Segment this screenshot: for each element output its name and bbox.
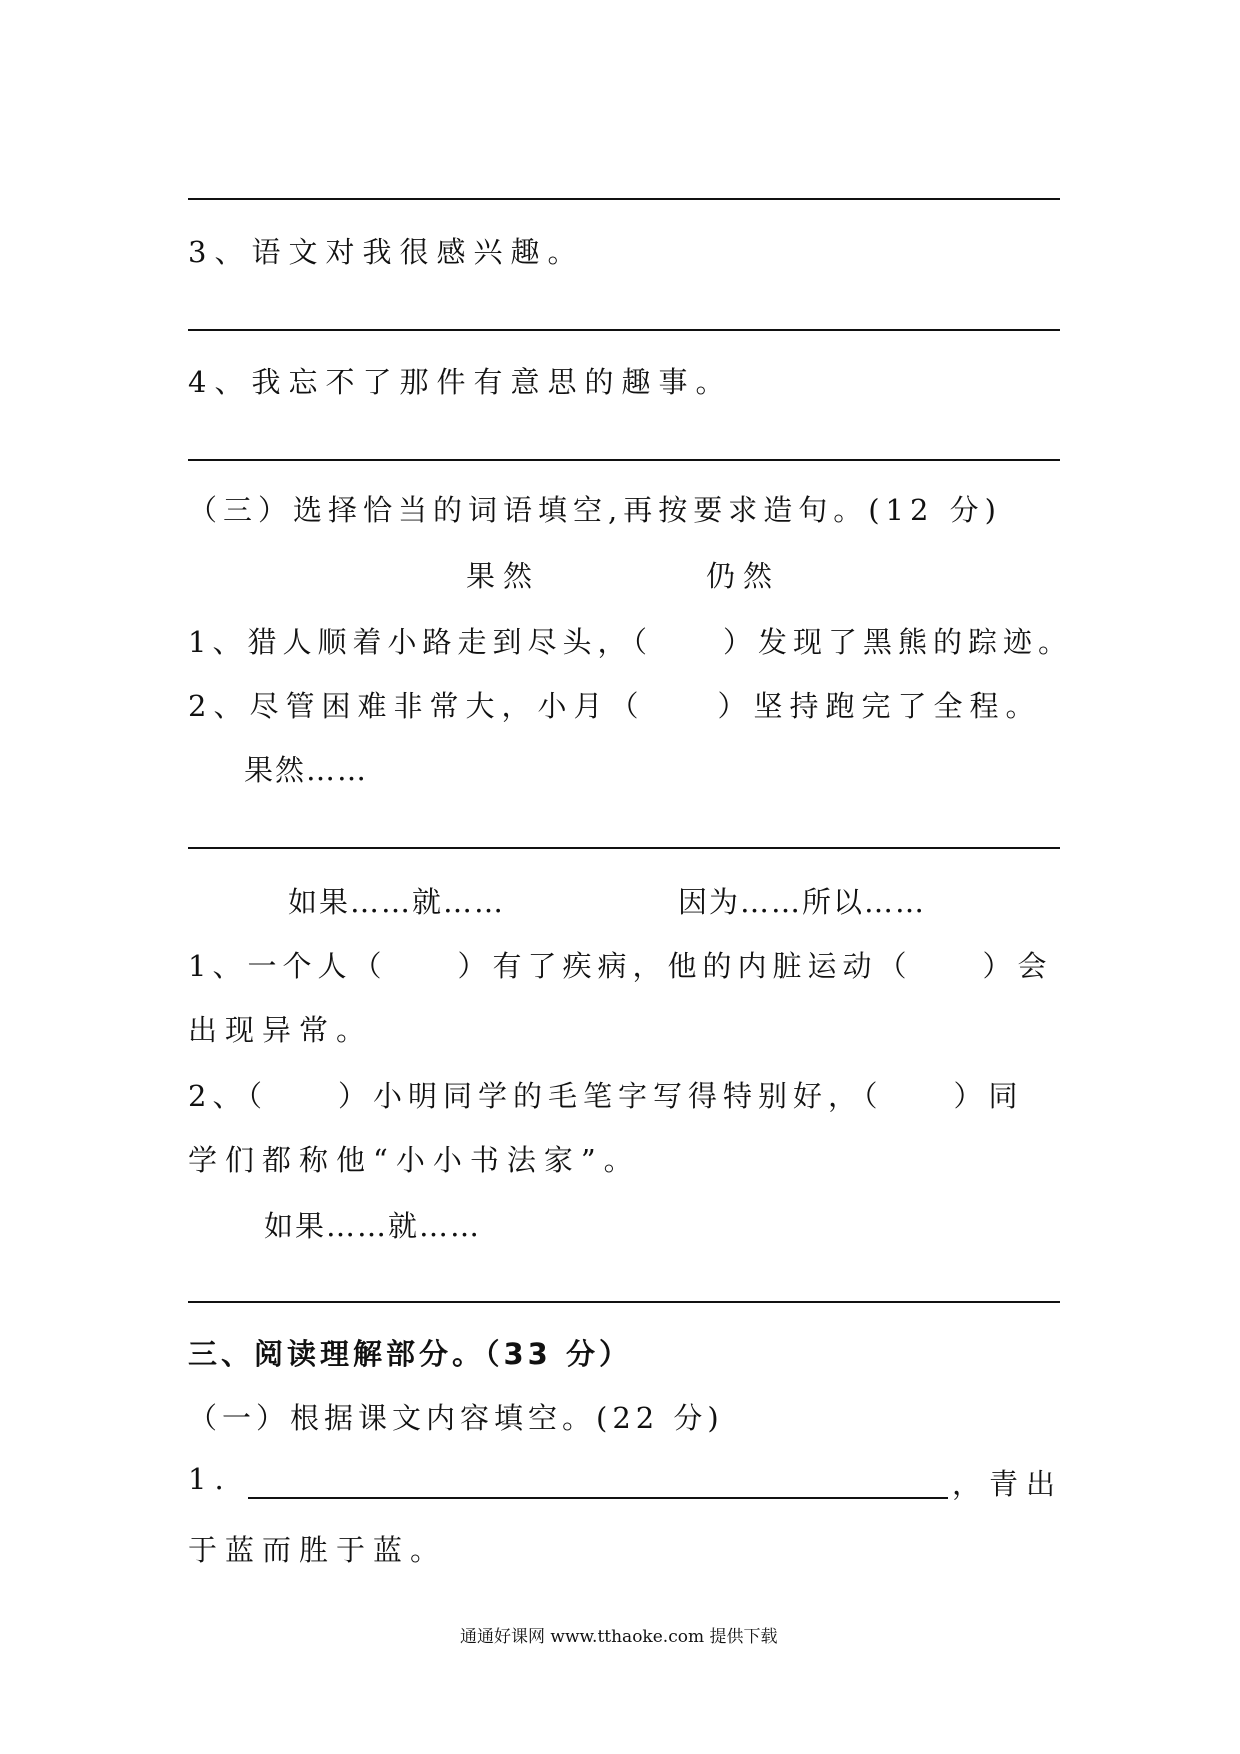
answer-line-3: [188, 459, 1060, 461]
word-option-b: 仍然: [706, 559, 781, 593]
reading-question-1-after: ，青出: [952, 1467, 1064, 1501]
word-pair-b: 因为……所以……: [678, 885, 927, 919]
word-pair-a: 如果……就……: [288, 885, 506, 919]
word-option-a: 果然: [466, 559, 541, 593]
answer-line-5: [188, 1301, 1060, 1303]
answer-line-4: [188, 847, 1060, 849]
fill-question-1: 1、猎人顺着小路走到尽头，（ ）发现了黑熊的踪迹。: [188, 625, 1073, 659]
fill-question-3-line-2: 出现异常。: [188, 1013, 374, 1047]
answer-line-2: [188, 329, 1060, 331]
reading-question-1-number: 1.: [188, 1462, 232, 1496]
page-footer: 通通好课网 www.tthaoke.com 提供下载: [460, 1627, 778, 1647]
answer-line-1: [188, 198, 1060, 200]
reading-section-title: 三、阅读理解部分。（33 分）: [188, 1337, 632, 1371]
question-3: 3、语文对我很感兴趣。: [188, 235, 585, 269]
reading-question-1-blank: [248, 1497, 948, 1499]
fill-question-2: 2、尽管困难非常大，小月（ ）坚持跑完了全程。: [188, 689, 1042, 723]
fill-question-4-line-1: 2、（ ）小明同学的毛笔字写得特别好，（ ）同: [188, 1079, 1024, 1113]
reading-subsection-title: （一）根据课文内容填空。(22 分): [188, 1401, 724, 1435]
section-title: （三）选择恰当的词语填空,再按要求造句。(12 分): [188, 493, 1002, 527]
fill-question-3-line-1: 1、一个人（ ）有了疾病，他的内脏运动（ ）会: [188, 949, 1053, 983]
sentence-prompt-a: 果然……: [244, 753, 369, 787]
fill-question-4-line-2: 学们都称他“小小书法家”。: [188, 1143, 641, 1177]
question-4: 4、我忘不了那件有意思的趣事。: [188, 365, 733, 399]
sentence-prompt-b: 如果……就……: [264, 1209, 482, 1243]
reading-question-1-line-2: 于蓝而胜于蓝。: [188, 1533, 448, 1567]
